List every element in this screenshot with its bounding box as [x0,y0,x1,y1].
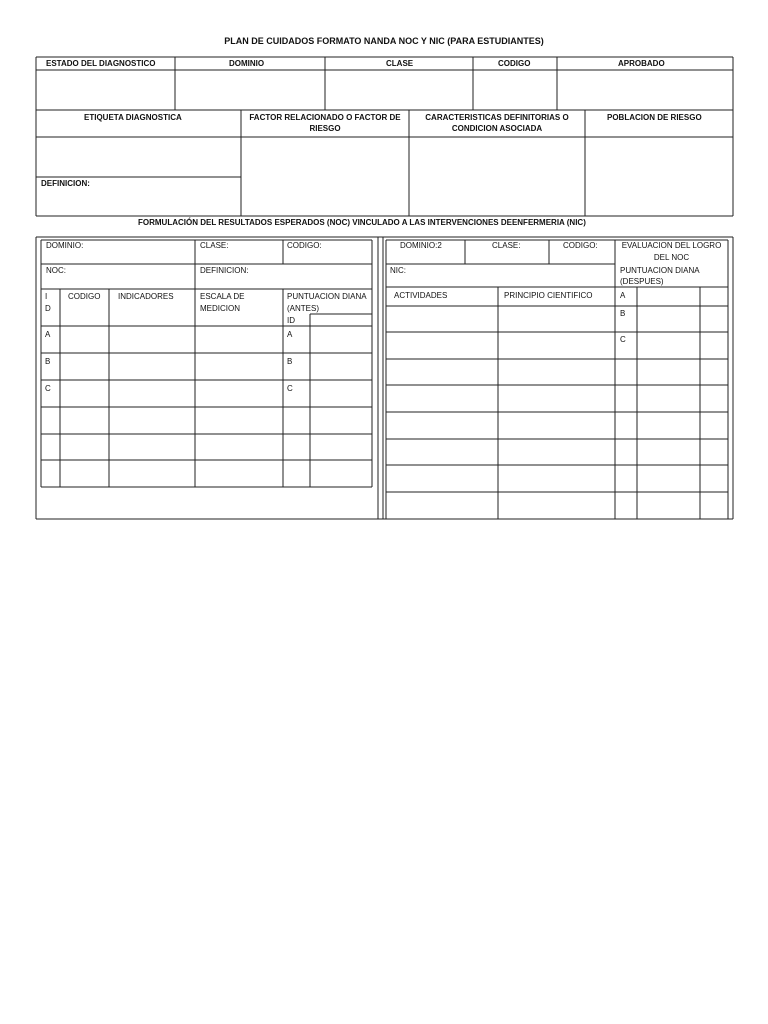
noc-indicadores-column-header: INDICADORES [118,292,174,301]
noc-puntuacion-b-label: B [287,357,293,366]
noc-codigo-column-header: CODIGO [68,292,101,301]
nic-eval-row-b-label: B [620,309,626,318]
noc-dominio-label: DOMINIO: [46,241,84,250]
nic-eval-row-c-label: C [620,335,626,344]
nic-dominio-label: DOMINIO:2 [400,241,442,250]
actividades-column-header: ACTIVIDADES [394,291,448,300]
noc-row-a-label: A [45,330,51,339]
nic-codigo-label: CODIGO: [563,241,598,250]
noc-row-c-label: C [45,384,51,393]
noc-label: NOC: [46,266,66,275]
caracteristicas-header: CARACTERISTICAS DEFINITORIAS O CONDICION ASOCIADA [425,113,569,133]
noc-id-column-header: I D [45,292,51,313]
noc-definicion-label: DEFINICION: [200,266,249,275]
nic-label: NIC: [390,266,406,275]
aprobado-header: APROBADO [618,59,665,68]
noc-puntuacion-c-label: C [287,384,293,393]
evaluacion-logro-noc-header: EVALUACION DEL LOGRO DEL NOC [621,241,722,262]
nic-eval-row-a-label: A [620,291,626,300]
poblacion-riesgo-header: POBLACION DE RIESGO [607,113,702,122]
section-title: FORMULACIÓN DEL RESULTADOS ESPERADOS (NOC) VINCULADO A LAS INTERVENCIONES DEENFERMERIA (NIC) [138,218,586,227]
noc-puntuacion-column-header: PUNTUACION DIANA (ANTES) [287,292,367,313]
dominio-header: DOMINIO [229,59,265,68]
noc-row-b-label: B [45,357,51,366]
noc-escala-column-header: ESCALA DE MEDICION [200,292,245,313]
factor-relacionado-header: FACTOR RELACIONADO O FACTOR DE RIESGO [249,113,401,133]
noc-puntuacion-id-subheader: ID [287,316,295,325]
noc-codigo-label: CODIGO: [287,241,322,250]
nic-clase-label: CLASE: [492,241,521,250]
definicion-label: DEFINICION: [41,179,90,188]
principio-cientifico-column-header: PRINCIPIO CIENTIFICO [504,291,593,300]
noc-puntuacion-a-label: A [287,330,293,339]
estado-diagnostico-header: ESTADO DEL DIAGNOSTICO [46,59,156,68]
puntuacion-diana-despues-header: PUNTUACION DIANA (DESPUES) [620,266,700,286]
noc-clase-label: CLASE: [200,241,229,250]
codigo-header: CODIGO [498,59,531,68]
clase-header: CLASE [386,59,414,68]
etiqueta-diagnostica-header: ETIQUETA DIAGNOSTICA [84,113,182,122]
document-title: PLAN DE CUIDADOS FORMATO NANDA NOC Y NIC (PARA ESTUDIANTES) [224,36,544,46]
